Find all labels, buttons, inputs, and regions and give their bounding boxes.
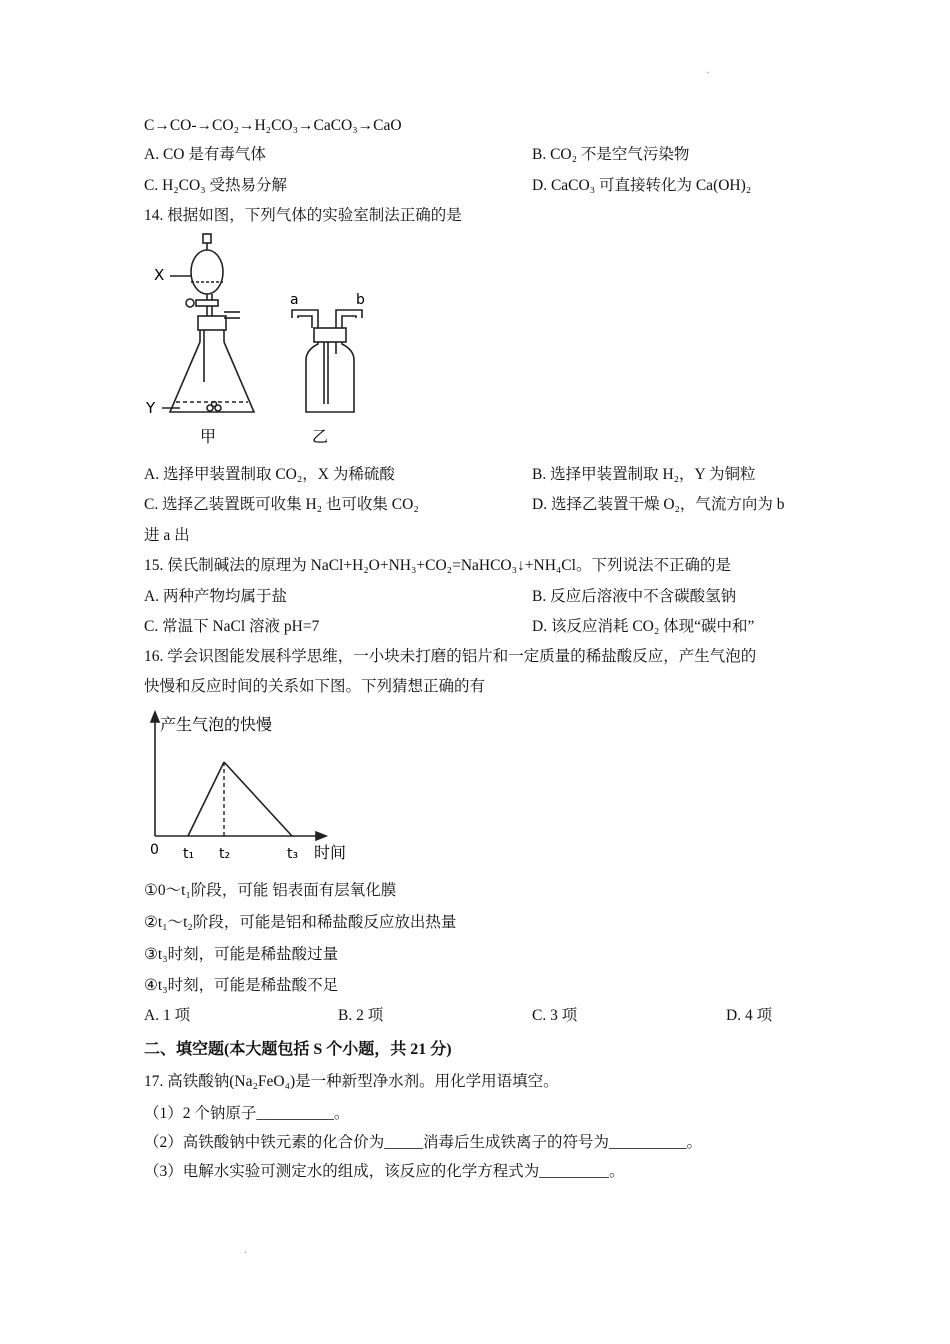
q14-option-d: D. 选择乙装置干燥 O₂，气流方向为 b [532,496,785,513]
q13-option-d: D. CaCO₃ 可直接转化为 Ca(OH)₂ [532,177,752,194]
label-yi: 乙 [312,427,329,446]
y-axis-arrow [151,712,159,722]
q17-part-3: （3）电解水实验可测定水的组成，该反应的化学方程式为_________。 [144,1163,625,1180]
q15-option-d: D. 该反应消耗 CO₂ 体现“碳中和” [532,618,755,635]
label-x: X [154,266,165,284]
page-mark-bottom: · [244,1248,248,1259]
q13-option-b: B. CO₂ 不是空气污染物 [532,146,690,163]
q17-part-1: （1）2 个钠原子__________。 [144,1105,350,1122]
x-tick-label-1: t₁ [183,846,195,862]
q14-option-d-continued: 进 a 出 [144,527,190,544]
label-y: Y [146,399,156,417]
q15-option-a: A. 两种产物均属于盐 [144,588,287,605]
q16-statement-1: ①0～t₁阶段，可能 铝表面有层氧化膜 [144,882,397,899]
series-segment-2 [188,762,224,836]
label-b: b [356,292,365,308]
q16-rate-time-chart [140,708,360,870]
q17-part-2: （2）高铁酸钠中铁元素的化合价为_____消毒后生成铁离子的符号为__________。 [144,1134,703,1151]
q14-option-a: A. 选择甲装置制取 CO₂，X 为稀硫酸 [144,466,395,483]
q16-option-b: B. 2 项 [338,1007,384,1024]
q13-option-c: C. H₂CO₃ 受热易分解 [144,177,287,194]
q17-stem: 17. 高铁酸钠(Na₂FeO₄)是一种新型净水剂。用化学用语填空。 [144,1073,559,1090]
chart-origin-label: 0 [150,842,159,858]
chart-xlabel: 时间 [314,843,347,862]
section-2-heading: 二、填空题(本大题包括 S 个小题，共 21 分) [144,1041,452,1058]
q15-stem: 15. 侯氏制碱法的原理为 NaCl+H₂O+NH₃+CO₂=NaHCO₃↓+NH₄Cl。下列说法不正确的是 [144,557,731,574]
q14-apparatus-figure [140,232,400,450]
q14-option-b: B. 选择甲装置制取 H₂，Y 为铜粒 [532,466,756,483]
chart-ylabel: 产生气泡的快慢 [160,715,273,734]
q13-chain: C→CO-→CO₂→H₂CO₃→CaCO₃→CaO [144,117,402,134]
q13-option-a: A. CO 是有毒气体 [144,146,266,163]
q15-option-b: B. 反应后溶液中不含碳酸氢钠 [532,588,737,605]
q16-option-d: D. 4 项 [726,1007,773,1024]
page-mark-top: · [706,68,710,79]
q16-statement-4: ④t₃时刻，可能是稀盐酸不足 [144,977,339,994]
q14-stem: 14. 根据如图，下列气体的实验室制法正确的是 [144,207,462,224]
q16-statement-2: ②t₁～t₂阶段，可能是铝和稀盐酸反应放出热量 [144,914,457,931]
q15-option-c: C. 常温下 NaCl 溶液 pH=7 [144,618,320,635]
series-segment-3 [224,762,292,836]
label-a: a [290,292,299,308]
q16-option-a: A. 1 项 [144,1007,191,1024]
x-axis-arrow [316,832,326,840]
label-jia: 甲 [200,427,217,446]
q14-option-c: C. 选择乙装置既可收集 H₂ 也可收集 CO₂ [144,496,419,513]
q16-option-c: C. 3 项 [532,1007,578,1024]
q16-statement-3: ③t₃时刻，可能是稀盐酸过量 [144,946,339,963]
q16-stem-line1: 16. 学会识图能发展科学思维，一小块未打磨的铝片和一定质量的稀盐酸反应，产生气泡的 [144,648,757,665]
q16-stem-line2: 快慢和反应时间的关系如下图。下列猜想正确的有 [144,678,486,695]
x-tick-label-3: t₃ [287,846,299,862]
x-tick-label-2: t₂ [219,846,231,862]
